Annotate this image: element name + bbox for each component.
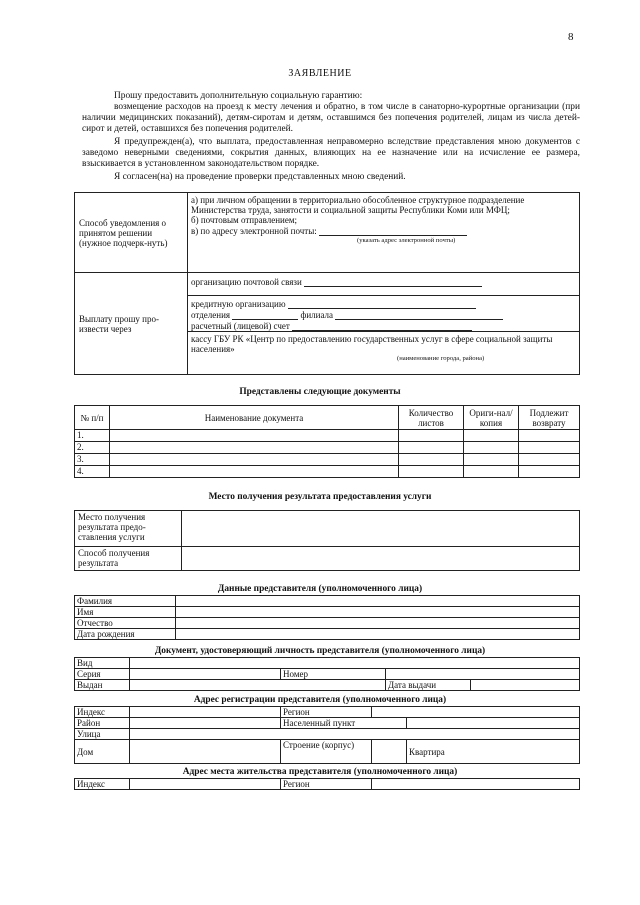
credit-org-label: кредитную организацию bbox=[191, 299, 286, 309]
col-no: № п/п bbox=[75, 406, 110, 430]
reg-district-label: Район bbox=[75, 718, 130, 729]
original-cell[interactable] bbox=[464, 442, 519, 454]
credit-org-field[interactable] bbox=[288, 298, 476, 309]
issued-field[interactable] bbox=[130, 680, 386, 691]
return-cell[interactable] bbox=[519, 430, 580, 442]
representative-heading: Данные представителя (уполномоченного лица) bbox=[217, 584, 423, 594]
reg-flat-label: Квартира bbox=[409, 746, 445, 757]
issued-label: Выдан bbox=[75, 680, 130, 691]
row-number: 4. bbox=[75, 466, 110, 478]
page-title: ЗАЯВЛЕНИЕ bbox=[288, 68, 352, 79]
row-number: 2. bbox=[75, 442, 110, 454]
series-label: Серия bbox=[75, 669, 130, 680]
doc-name-cell[interactable] bbox=[110, 454, 399, 466]
col-original: Ориги-нал/копия bbox=[464, 406, 519, 430]
filial-label: филиала bbox=[300, 310, 334, 320]
result-table bbox=[74, 510, 580, 571]
warning-text: Я предупрежден(а), что выплата, предоставленная неправомерно вследствие представления мною документов с заведомо неверными сведениями, сокрытия данных, влияющих на ее назначение или на исчисление ее размера, взыскивается в установленном законодательством порядке. bbox=[82, 137, 580, 170]
return-cell[interactable] bbox=[519, 466, 580, 478]
reg-index-label: Индекс bbox=[75, 707, 130, 718]
request-line: Прошу предоставить дополнительную социальную гарантию: bbox=[114, 91, 363, 101]
notify-label: Способ уведомления о принятом решении (нужное подчерк-нуть) bbox=[75, 193, 188, 273]
sheets-cell[interactable] bbox=[399, 430, 464, 442]
cashier-label: кассу ГБУ РК «Центр по предоставлению государственных услуг в сфере социальной защиты населения» bbox=[191, 334, 553, 354]
notify-option-a[interactable]: а) при личном обращении в территориально обособленное структурное подразделение Министерства труда, занятости и социальной защиты Республики Коми или МФЦ; bbox=[191, 195, 525, 215]
payout-options bbox=[188, 273, 580, 375]
notify-payout-table bbox=[74, 192, 580, 375]
row-number: 3. bbox=[75, 454, 110, 466]
col-sheets: Количество листов bbox=[399, 406, 464, 430]
reg-building-field[interactable] bbox=[372, 740, 407, 764]
reg-region-field[interactable] bbox=[372, 707, 580, 718]
birthdate-label: Дата рождения bbox=[75, 629, 176, 640]
doc-name-cell[interactable] bbox=[110, 442, 399, 454]
number-label: Номер bbox=[281, 669, 386, 680]
payout-credit[interactable] bbox=[188, 296, 579, 332]
reg-locality-label: Населенный пункт bbox=[281, 718, 407, 729]
notify-option-c[interactable] bbox=[191, 225, 576, 236]
account-label: расчетный (лицевой) счет bbox=[191, 321, 290, 331]
reg-address-table bbox=[74, 706, 580, 764]
live-region-field[interactable] bbox=[372, 779, 580, 790]
notify-option-b[interactable]: б) почтовым отправлением; bbox=[191, 215, 298, 225]
doc-name-cell[interactable] bbox=[110, 430, 399, 442]
documents-table bbox=[74, 405, 580, 478]
sheets-cell[interactable] bbox=[399, 454, 464, 466]
request-text: возмещение расходов на проезд к месту лечения и обратно, в том числе в санаторно-курортные организации (при наличии медицинских показаний), детям-сиротам и детям, оставшимся без попечения родителей, лицам из числа детей-сирот и детей, оставшихся без попечения родителей. bbox=[82, 102, 580, 135]
branch-field[interactable] bbox=[232, 309, 298, 320]
consent-text: Я согласен(на) на проведение проверки представленных мною сведений. bbox=[114, 172, 406, 182]
name-field[interactable] bbox=[176, 607, 580, 618]
notify-options bbox=[188, 193, 580, 273]
issue-date-label: Дата выдачи bbox=[386, 680, 471, 691]
return-cell[interactable] bbox=[519, 454, 580, 466]
table-row bbox=[75, 454, 580, 466]
result-place-field[interactable] bbox=[182, 511, 580, 547]
payout-label: Выплату прошу про-извести через bbox=[75, 273, 188, 375]
representative-table bbox=[74, 595, 580, 640]
number-field[interactable] bbox=[386, 669, 580, 680]
sheets-cell[interactable] bbox=[399, 442, 464, 454]
patronymic-label: Отчество bbox=[75, 618, 176, 629]
live-region-label: Регион bbox=[281, 779, 372, 790]
reg-address-heading: Адрес регистрации представителя (уполномоченного лица) bbox=[193, 695, 447, 705]
original-cell[interactable] bbox=[464, 454, 519, 466]
result-heading: Место получения результата предоставления услуги bbox=[208, 492, 432, 502]
surname-field[interactable] bbox=[176, 596, 580, 607]
reg-flat-cell[interactable] bbox=[407, 740, 580, 764]
email-caption: (указать адрес электронной почты) bbox=[357, 237, 456, 244]
original-cell[interactable] bbox=[464, 430, 519, 442]
notify-option-c-label: в) по адресу электронной почты: bbox=[191, 226, 317, 236]
live-address-heading: Адрес места жительства представителя (уполномоченного лица) bbox=[182, 767, 458, 777]
page-number: 8 bbox=[568, 31, 574, 43]
table-row bbox=[75, 442, 580, 454]
sheets-cell[interactable] bbox=[399, 466, 464, 478]
reg-building-label: Строение (корпус) bbox=[281, 740, 372, 764]
id-doc-heading: Документ, удостоверяющий личность представителя (уполномоченного лица) bbox=[154, 646, 486, 656]
issue-date-field[interactable] bbox=[471, 680, 580, 691]
reg-street-label: Улица bbox=[75, 729, 130, 740]
live-index-label: Индекс bbox=[75, 779, 130, 790]
doc-kind-label: Вид bbox=[75, 658, 130, 669]
reg-street-field[interactable] bbox=[130, 729, 580, 740]
reg-house-field[interactable] bbox=[130, 740, 281, 764]
documents-heading: Представлены следующие документы bbox=[239, 387, 401, 397]
cashier-caption: (наименование города, района) bbox=[397, 355, 485, 362]
birthdate-field[interactable] bbox=[176, 629, 580, 640]
doc-kind-field[interactable] bbox=[130, 658, 580, 669]
name-label: Имя bbox=[75, 607, 176, 618]
doc-name-cell[interactable] bbox=[110, 466, 399, 478]
col-return: Подлежит возврату bbox=[519, 406, 580, 430]
live-index-field[interactable] bbox=[130, 779, 281, 790]
reg-locality-field[interactable] bbox=[407, 718, 580, 729]
branch-label: отделения bbox=[191, 310, 231, 320]
surname-label: Фамилия bbox=[75, 596, 176, 607]
result-place-label: Место получения результата предо-ставления услуги bbox=[75, 511, 182, 547]
account-field[interactable] bbox=[292, 320, 472, 331]
payout-postal-label: организацию почтовой связи bbox=[191, 277, 302, 287]
payout-postal[interactable] bbox=[188, 273, 579, 296]
reg-region-label: Регион bbox=[281, 707, 372, 718]
id-doc-table bbox=[74, 657, 580, 691]
result-method-field[interactable] bbox=[182, 547, 580, 571]
row-number: 1. bbox=[75, 430, 110, 442]
payout-cashier[interactable] bbox=[188, 332, 579, 364]
filial-field[interactable] bbox=[335, 309, 503, 320]
live-address-table bbox=[74, 778, 580, 790]
result-method-label: Способ получения результата bbox=[75, 547, 182, 571]
original-cell[interactable] bbox=[464, 466, 519, 478]
series-field[interactable] bbox=[130, 669, 281, 680]
reg-house-label: Дом bbox=[75, 740, 130, 764]
reg-district-field[interactable] bbox=[130, 718, 281, 729]
email-field[interactable] bbox=[319, 225, 467, 236]
postal-field[interactable] bbox=[304, 276, 482, 287]
table-row bbox=[75, 466, 580, 478]
return-cell[interactable] bbox=[519, 442, 580, 454]
col-doc-name: Наименование документа bbox=[110, 406, 399, 430]
patronymic-field[interactable] bbox=[176, 618, 580, 629]
reg-index-field[interactable] bbox=[130, 707, 281, 718]
table-row bbox=[75, 430, 580, 442]
